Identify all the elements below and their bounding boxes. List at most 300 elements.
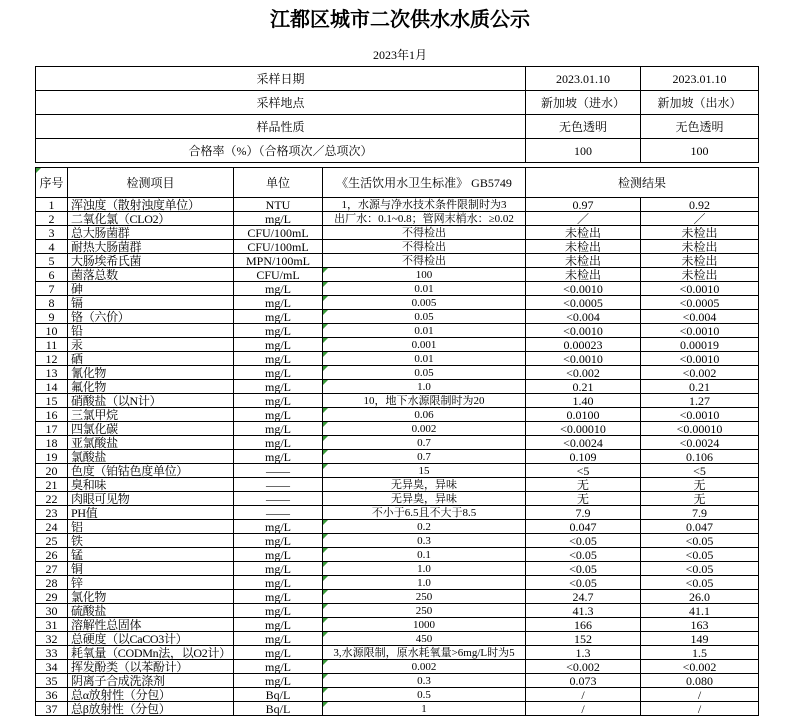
unit: mg/L	[234, 422, 323, 436]
text-format-flag-icon	[323, 702, 328, 707]
result-inlet: <0.0010	[526, 324, 641, 338]
standard-limit: 不小于6.5且不大于8.5	[323, 506, 526, 520]
table-row	[36, 338, 759, 352]
standard-limit: 0.7	[323, 436, 526, 450]
table-row	[36, 226, 759, 240]
text-format-flag-icon	[323, 422, 328, 427]
text-format-flag-icon	[323, 576, 328, 581]
info-row	[36, 91, 759, 115]
table-row	[36, 478, 759, 492]
item-name: 耗氧量（CODMn法，以O2计）	[68, 646, 234, 660]
result-outlet: 149	[641, 632, 759, 646]
table-row	[36, 492, 759, 506]
result-inlet: <0.002	[526, 660, 641, 674]
table-row	[36, 702, 759, 716]
standard-limit: 0.1	[323, 548, 526, 562]
item-name: 铅	[68, 324, 234, 338]
col-header-standard: 《生活饮用水卫生标准》 GB5749	[323, 168, 526, 198]
text-format-flag-icon	[323, 562, 328, 567]
row-number: 16	[36, 408, 68, 422]
item-name: 氯化物	[68, 590, 234, 604]
row-number: 4	[36, 240, 68, 254]
row-number: 23	[36, 506, 68, 520]
row-number: 14	[36, 380, 68, 394]
result-outlet: 41.1	[641, 604, 759, 618]
result-inlet: 未检出	[526, 226, 641, 240]
result-outlet: 未检出	[641, 254, 759, 268]
info-label: 采样地点	[36, 91, 526, 115]
row-number: 13	[36, 366, 68, 380]
result-outlet: <0.05	[641, 548, 759, 562]
item-name: 总大肠菌群	[68, 226, 234, 240]
result-outlet: 0.080	[641, 674, 759, 688]
text-format-flag-icon	[323, 408, 328, 413]
row-number: 5	[36, 254, 68, 268]
unit: mg/L	[234, 366, 323, 380]
item-name: 浑浊度（散射浊度单位）	[68, 198, 234, 212]
results-table-body	[36, 198, 759, 716]
result-outlet: <0.05	[641, 562, 759, 576]
result-outlet: <0.05	[641, 534, 759, 548]
result-outlet: <0.0010	[641, 352, 759, 366]
row-number: 27	[36, 562, 68, 576]
item-name: 亚氯酸盐	[68, 436, 234, 450]
result-inlet: 0.00023	[526, 338, 641, 352]
table-row	[36, 268, 759, 282]
result-inlet: 0.0100	[526, 408, 641, 422]
result-inlet: /	[526, 688, 641, 702]
text-format-flag-icon	[323, 380, 328, 385]
text-format-flag-icon	[323, 324, 328, 329]
standard-limit: 0.06	[323, 408, 526, 422]
standard-limit: 0.002	[323, 660, 526, 674]
unit: mg/L	[234, 604, 323, 618]
col-header-unit: 单位	[234, 168, 323, 198]
result-inlet: 166	[526, 618, 641, 632]
info-value-outlet: 100	[641, 139, 759, 163]
row-number: 25	[36, 534, 68, 548]
row-number: 30	[36, 604, 68, 618]
row-number: 9	[36, 310, 68, 324]
table-row	[36, 394, 759, 408]
item-name: 铬（六价）	[68, 310, 234, 324]
row-number: 34	[36, 660, 68, 674]
table-row	[36, 366, 759, 380]
text-format-flag-icon	[323, 268, 328, 273]
result-inlet: 0.21	[526, 380, 641, 394]
standard-limit: 0.01	[323, 282, 526, 296]
table-row	[36, 520, 759, 534]
text-format-flag-icon	[323, 660, 328, 665]
result-outlet: 无	[641, 478, 759, 492]
unit: mg/L	[234, 450, 323, 464]
unit: CFU/mL	[234, 268, 323, 282]
item-name: 硝酸盐（以N计）	[68, 394, 234, 408]
standard-limit: 0.05	[323, 366, 526, 380]
result-inlet: <5	[526, 464, 641, 478]
standard-limit: 不得检出	[323, 226, 526, 240]
unit: mg/L	[234, 324, 323, 338]
standard-limit: 0.002	[323, 422, 526, 436]
info-row	[36, 139, 759, 163]
text-format-flag-icon	[323, 282, 328, 287]
table-row	[36, 632, 759, 646]
result-outlet: 未检出	[641, 268, 759, 282]
row-number: 31	[36, 618, 68, 632]
table-row	[36, 576, 759, 590]
result-inlet: <0.0005	[526, 296, 641, 310]
item-name: 色度（铂钴色度单位）	[68, 464, 234, 478]
table-row	[36, 604, 759, 618]
table-row	[36, 688, 759, 702]
row-number: 26	[36, 548, 68, 562]
result-inlet: ／	[526, 212, 641, 226]
unit: mg/L	[234, 310, 323, 324]
row-number: 21	[36, 478, 68, 492]
result-outlet: <0.002	[641, 366, 759, 380]
result-outlet: 0.047	[641, 520, 759, 534]
text-format-flag-icon	[323, 450, 328, 455]
info-value-inlet: 无色透明	[526, 115, 641, 139]
unit: mg/L	[234, 576, 323, 590]
item-name: 锌	[68, 576, 234, 590]
text-format-flag-icon	[323, 632, 328, 637]
result-inlet: <0.0010	[526, 282, 641, 296]
results-table	[35, 167, 759, 716]
standard-limit: 1.0	[323, 562, 526, 576]
standard-limit: 1，水源与净水技术条件限制时为3	[323, 198, 526, 212]
result-inlet: <0.002	[526, 366, 641, 380]
standard-limit: 1000	[323, 618, 526, 632]
table-row	[36, 240, 759, 254]
standard-limit: 0.01	[323, 352, 526, 366]
standard-limit: 250	[323, 604, 526, 618]
unit: mg/L	[234, 632, 323, 646]
result-inlet: 未检出	[526, 240, 641, 254]
table-row	[36, 324, 759, 338]
unit: mg/L	[234, 380, 323, 394]
result-inlet: /	[526, 702, 641, 716]
item-name: 总硬度（以CaCO3计）	[68, 632, 234, 646]
item-name: 四氯化碳	[68, 422, 234, 436]
result-outlet: <0.004	[641, 310, 759, 324]
standard-limit: 无异臭，异味	[323, 478, 526, 492]
table-row	[36, 282, 759, 296]
info-value-inlet: 2023.01.10	[526, 67, 641, 91]
col-header-item: 检测项目	[68, 168, 234, 198]
unit: mg/L	[234, 590, 323, 604]
standard-limit: 0.7	[323, 450, 526, 464]
table-row	[36, 436, 759, 450]
result-inlet: 无	[526, 478, 641, 492]
result-outlet: <0.0010	[641, 324, 759, 338]
table-row	[36, 450, 759, 464]
row-number: 20	[36, 464, 68, 478]
item-name: 砷	[68, 282, 234, 296]
result-inlet: 未检出	[526, 254, 641, 268]
unit: Bq/L	[234, 702, 323, 716]
result-outlet: 26.0	[641, 590, 759, 604]
row-number: 17	[36, 422, 68, 436]
item-name: 总β放射性（分包）	[68, 702, 234, 716]
unit: mg/L	[234, 534, 323, 548]
result-outlet: <0.0024	[641, 436, 759, 450]
item-name: 硒	[68, 352, 234, 366]
standard-limit: 1.0	[323, 576, 526, 590]
table-row	[36, 590, 759, 604]
result-outlet: 0.92	[641, 198, 759, 212]
row-number: 10	[36, 324, 68, 338]
info-value-outlet: 新加坡（出水）	[641, 91, 759, 115]
table-row	[36, 212, 759, 226]
row-number: 3	[36, 226, 68, 240]
table-row	[36, 198, 759, 212]
row-number: 18	[36, 436, 68, 450]
unit: ——	[234, 478, 323, 492]
standard-limit: 出厂水：0.1~0.8；管网末梢水：≥0.02	[323, 212, 526, 226]
page-title: 江都区城市二次供水水质公示	[270, 9, 530, 31]
result-outlet: 1.5	[641, 646, 759, 660]
item-name: 肉眼可见物	[68, 492, 234, 506]
row-number: 1	[36, 198, 68, 212]
result-outlet: 无	[641, 492, 759, 506]
item-name: 大肠埃希氏菌	[68, 254, 234, 268]
table-row	[36, 464, 759, 478]
standard-limit: 不得检出	[323, 240, 526, 254]
col-header-no-label: 序号	[39, 176, 64, 190]
result-outlet: <5	[641, 464, 759, 478]
standard-limit: 0.01	[323, 324, 526, 338]
row-number: 2	[36, 212, 68, 226]
row-number: 28	[36, 576, 68, 590]
item-name: 锰	[68, 548, 234, 562]
text-format-flag-icon	[323, 534, 328, 539]
unit: mg/L	[234, 618, 323, 632]
standard-limit: 0.001	[323, 338, 526, 352]
row-number: 6	[36, 268, 68, 282]
results-header-row	[36, 168, 759, 198]
info-row	[36, 67, 759, 91]
result-outlet: <0.00010	[641, 422, 759, 436]
standard-limit: 100	[323, 268, 526, 282]
result-inlet: 无	[526, 492, 641, 506]
standard-limit: 0.2	[323, 520, 526, 534]
item-name: 氟化物	[68, 380, 234, 394]
result-inlet: 24.7	[526, 590, 641, 604]
result-outlet: /	[641, 702, 759, 716]
result-inlet: 41.3	[526, 604, 641, 618]
standard-limit: 15	[323, 464, 526, 478]
standard-limit: 无异臭，异味	[323, 492, 526, 506]
unit: CFU/100mL	[234, 240, 323, 254]
row-number: 32	[36, 632, 68, 646]
result-inlet: <0.00010	[526, 422, 641, 436]
item-name: 二氧化氯（CLO2）	[68, 212, 234, 226]
result-inlet: 未检出	[526, 268, 641, 282]
result-outlet: 0.00019	[641, 338, 759, 352]
result-inlet: 0.047	[526, 520, 641, 534]
table-row	[36, 408, 759, 422]
table-row	[36, 534, 759, 548]
text-format-flag-icon	[323, 366, 328, 371]
result-inlet: 0.97	[526, 198, 641, 212]
row-number: 15	[36, 394, 68, 408]
item-name: 镉	[68, 296, 234, 310]
result-outlet: 1.27	[641, 394, 759, 408]
item-name: 硫酸盐	[68, 604, 234, 618]
info-row	[36, 115, 759, 139]
row-number: 7	[36, 282, 68, 296]
row-number: 22	[36, 492, 68, 506]
col-header-result: 检测结果	[526, 168, 759, 198]
unit: mg/L	[234, 212, 323, 226]
unit: mg/L	[234, 338, 323, 352]
result-outlet: 未检出	[641, 226, 759, 240]
result-inlet: 1.3	[526, 646, 641, 660]
standard-limit: 0.3	[323, 534, 526, 548]
standard-limit: 0.005	[323, 296, 526, 310]
result-inlet: <0.05	[526, 534, 641, 548]
result-outlet: 0.21	[641, 380, 759, 394]
table-row	[36, 254, 759, 268]
unit: mg/L	[234, 660, 323, 674]
text-format-flag-icon	[323, 590, 328, 595]
table-row	[36, 674, 759, 688]
text-format-flag-icon	[323, 436, 328, 441]
row-number: 37	[36, 702, 68, 716]
table-row	[36, 380, 759, 394]
table-row	[36, 506, 759, 520]
result-outlet: ／	[641, 212, 759, 226]
result-inlet: <0.0024	[526, 436, 641, 450]
item-name: 氯酸盐	[68, 450, 234, 464]
text-format-flag-icon	[323, 604, 328, 609]
item-name: 总α放射性（分包）	[68, 688, 234, 702]
table-row	[36, 562, 759, 576]
result-inlet: <0.05	[526, 548, 641, 562]
text-format-flag-icon	[323, 338, 328, 343]
result-inlet: <0.05	[526, 562, 641, 576]
standard-limit: 10，地下水源限制时为20	[323, 394, 526, 408]
table-row	[36, 310, 759, 324]
text-format-flag-icon	[323, 296, 328, 301]
unit: Bq/L	[234, 688, 323, 702]
item-name: 菌落总数	[68, 268, 234, 282]
result-inlet: 152	[526, 632, 641, 646]
text-format-flag-icon	[323, 520, 328, 525]
result-outlet: 未检出	[641, 240, 759, 254]
result-inlet: <0.0010	[526, 352, 641, 366]
unit: mg/L	[234, 674, 323, 688]
info-value-inlet: 新加坡（进水）	[526, 91, 641, 115]
unit: mg/L	[234, 394, 323, 408]
report-month: 2023年1月	[372, 48, 427, 62]
unit: NTU	[234, 198, 323, 212]
result-inlet: <0.004	[526, 310, 641, 324]
info-value-inlet: 100	[526, 139, 641, 163]
unit: mg/L	[234, 520, 323, 534]
result-outlet: 0.106	[641, 450, 759, 464]
unit: mg/L	[234, 296, 323, 310]
info-label: 样品性质	[36, 115, 526, 139]
standard-limit: 0.3	[323, 674, 526, 688]
result-outlet: 7.9	[641, 506, 759, 520]
table-row	[36, 352, 759, 366]
item-name: 耐热大肠菌群	[68, 240, 234, 254]
standard-limit: 250	[323, 590, 526, 604]
item-name: 臭和味	[68, 478, 234, 492]
row-number: 11	[36, 338, 68, 352]
text-format-flag-icon	[36, 168, 41, 173]
result-inlet: 1.40	[526, 394, 641, 408]
standard-limit: 1.0	[323, 380, 526, 394]
result-inlet: 0.109	[526, 450, 641, 464]
table-row	[36, 422, 759, 436]
result-outlet: <0.0010	[641, 282, 759, 296]
item-name: 阴离子合成洗涤剂	[68, 674, 234, 688]
text-format-flag-icon	[323, 352, 328, 357]
unit: mg/L	[234, 282, 323, 296]
standard-limit: 0.05	[323, 310, 526, 324]
row-number: 29	[36, 590, 68, 604]
item-name: PH值	[68, 506, 234, 520]
sample-info-table	[35, 66, 759, 163]
item-name: 溶解性总固体	[68, 618, 234, 632]
unit: CFU/100mL	[234, 226, 323, 240]
item-name: 汞	[68, 338, 234, 352]
info-label: 采样日期	[36, 67, 526, 91]
text-format-flag-icon	[323, 674, 328, 679]
table-row	[36, 296, 759, 310]
info-value-outlet: 2023.01.10	[641, 67, 759, 91]
text-format-flag-icon	[323, 618, 328, 623]
standard-limit: 0.5	[323, 688, 526, 702]
result-inlet: 7.9	[526, 506, 641, 520]
item-name: 铜	[68, 562, 234, 576]
text-format-flag-icon	[323, 688, 328, 693]
standard-limit: 不得检出	[323, 254, 526, 268]
item-name: 铝	[68, 520, 234, 534]
row-number: 12	[36, 352, 68, 366]
unit: mg/L	[234, 646, 323, 660]
table-row	[36, 618, 759, 632]
result-inlet: <0.05	[526, 576, 641, 590]
row-number: 36	[36, 688, 68, 702]
result-outlet: <0.05	[641, 576, 759, 590]
item-name: 铁	[68, 534, 234, 548]
result-inlet: 0.073	[526, 674, 641, 688]
text-format-flag-icon	[323, 310, 328, 315]
standard-limit: 450	[323, 632, 526, 646]
info-value-outlet: 无色透明	[641, 115, 759, 139]
unit: mg/L	[234, 548, 323, 562]
unit: mg/L	[234, 562, 323, 576]
unit: ——	[234, 506, 323, 520]
unit: mg/L	[234, 352, 323, 366]
result-outlet: 163	[641, 618, 759, 632]
unit: mg/L	[234, 408, 323, 422]
table-row	[36, 646, 759, 660]
result-outlet: <0.0005	[641, 296, 759, 310]
table-row	[36, 660, 759, 674]
col-header-no	[36, 168, 68, 198]
standard-limit: 3,水源限制，原水耗氧量>6mg/L时为5	[323, 646, 526, 660]
text-format-flag-icon	[323, 548, 328, 553]
row-number: 19	[36, 450, 68, 464]
standard-limit: 1	[323, 702, 526, 716]
info-label: 合格率（%）（合格项次／总项次）	[36, 139, 526, 163]
result-outlet: /	[641, 688, 759, 702]
